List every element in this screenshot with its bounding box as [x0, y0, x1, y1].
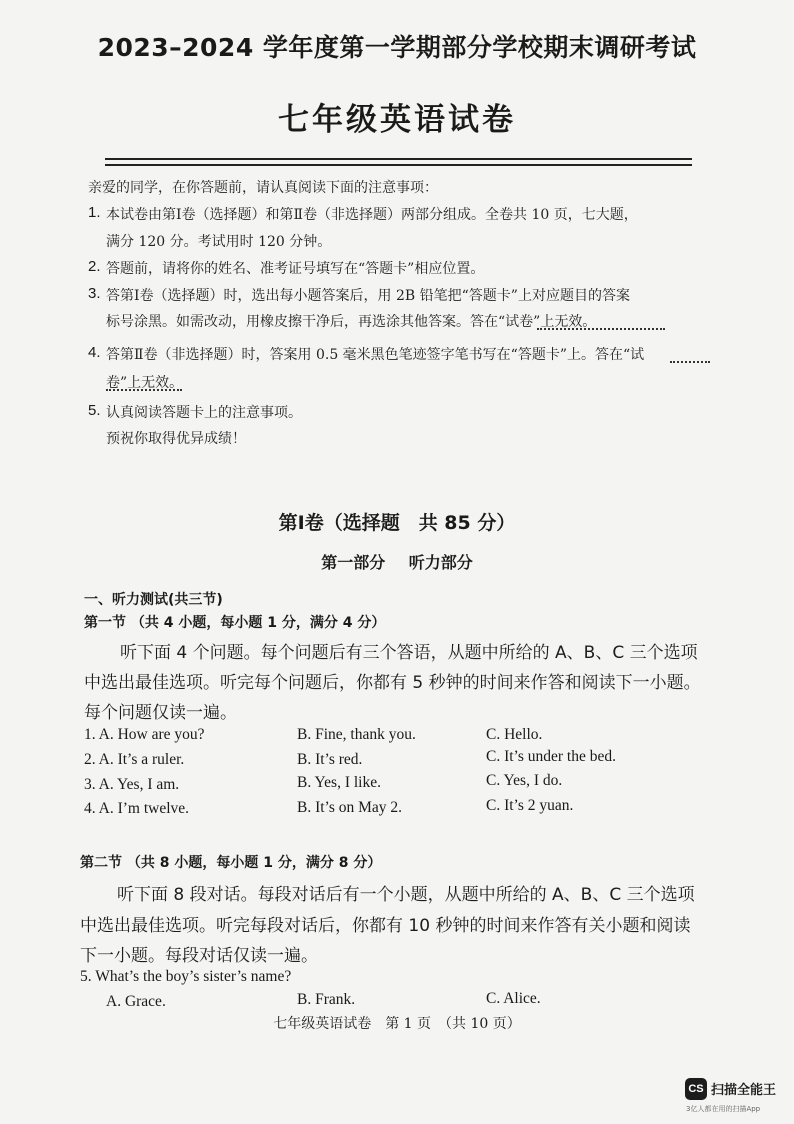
- exam-subtitle: 七年级英语试卷: [278, 102, 516, 138]
- listening-heading: 一、听力测试(共三节): [84, 592, 223, 608]
- section-2-instructions-line-3: 下一小题。每段对话仅读一遍。: [80, 946, 318, 966]
- section-1-instructions-line-3: 每个问题仅读一遍。: [84, 703, 237, 723]
- emphasis-dots: [106, 389, 182, 391]
- section-1-instructions-line-1: 听下面 4 个问题。每个问题后有三个答语，从题中所给的 A、B、C 三个选项: [120, 643, 698, 663]
- note-5-line-1: 认真阅读答题卡上的注意事项。: [106, 405, 302, 421]
- question-2-option-a: 2. A. It’s a ruler.: [84, 751, 185, 768]
- question-5-stem: 5. What’s the boy’s sister’s name?: [80, 968, 292, 985]
- volume-title: 第Ⅰ卷（选择题 共 85 分）: [278, 512, 516, 534]
- note-number: 5.: [88, 402, 101, 419]
- note-number: 1.: [88, 204, 101, 221]
- section-2-instructions-line-2: 中选出最佳选项。听完每段对话后，你都有 10 秒钟的时间来作答有关小题和阅读: [80, 916, 691, 936]
- note-number: 4.: [88, 344, 101, 361]
- question-4-option-b: B. It’s on May 2.: [297, 799, 403, 816]
- notes-wish: 预祝你取得优异成绩！: [106, 431, 246, 447]
- section-1-heading: 第一节 （共 4 小题，每小题 1 分，满分 4 分）: [84, 615, 386, 631]
- question-2-option-b: B. It’s red.: [297, 751, 363, 768]
- note-3-line-1: 答第Ⅰ卷（选择题）时，选出每小题答案后，用 2B 铅笔把“答题卡”上对应题目的答案: [106, 288, 630, 304]
- question-5-option-b: B. Frank.: [297, 991, 356, 1008]
- note-number: 3.: [88, 285, 101, 302]
- page-footer: 七年级英语试卷 第 1 页 （共 10 页）: [273, 1016, 521, 1032]
- question-5-option-c: C. Alice.: [486, 990, 541, 1007]
- note-3-line-2: 标号涂黑。如需改动，用橡皮擦干净后，再选涂其他答案。答在“试卷”上无效。: [106, 314, 597, 330]
- note-2-line-1: 答题前，请将你的姓名、准考证号填写在“答题卡”相应位置。: [106, 261, 485, 277]
- question-5-option-a: A. Grace.: [106, 993, 166, 1010]
- section-2-instructions-line-1: 听下面 8 段对话。每段对话后有一个小题，从题中所给的 A、B、C 三个选项: [117, 885, 695, 905]
- note-4-line-1: 答第Ⅱ卷（非选择题）时，答案用 0.5 毫米黑色笔迹签字笔书写在“答题卡”上。答在“试: [106, 347, 645, 363]
- section-2-heading: 第二节 （共 8 小题，每小题 1 分，满分 8 分）: [80, 855, 382, 871]
- header-rule-top: [105, 158, 692, 160]
- question-4-option-a: 4. A. I’m twelve.: [84, 800, 190, 817]
- note-1-line-1: 本试卷由第Ⅰ卷（选择题）和第Ⅱ卷（非选择题）两部分组成。全卷共 10 页，七大题，: [106, 207, 638, 223]
- emphasis-dots: [670, 361, 710, 363]
- emphasis-dots: [537, 328, 665, 330]
- part-title: 第一部分 听力部分: [321, 553, 473, 572]
- note-4-line-2: 卷”上无效。: [106, 375, 184, 391]
- question-3-option-a: 3. A. Yes, I am.: [84, 776, 180, 793]
- question-3-option-c: C. Yes, I do.: [486, 772, 563, 789]
- section-1-instructions-line-2: 中选出最佳选项。听完每个问题后，你都有 5 秒钟的时间来作答和阅读下一小题。: [84, 673, 701, 693]
- note-1-line-2: 满分 120 分。考试用时 120 分钟。: [106, 234, 332, 250]
- camscanner-logo-icon: CS: [685, 1078, 707, 1100]
- notes-greeting: 亲爱的同学，在你答题前，请认真阅读下面的注意事项：: [88, 180, 438, 196]
- camscanner-name: 扫描全能王: [711, 1083, 777, 1098]
- camscanner-tagline: 3亿人都在用的扫描App: [686, 1105, 761, 1113]
- question-4-option-c: C. It’s 2 yuan.: [486, 797, 574, 814]
- note-number: 2.: [88, 258, 101, 275]
- question-1-option-c: C. Hello.: [486, 726, 543, 743]
- question-3-option-b: B. Yes, I like.: [297, 774, 381, 791]
- question-1-option-b: B. Fine, thank you.: [297, 726, 416, 743]
- header-rule-bottom: [105, 164, 692, 166]
- exam-title: 2023–2024 学年度第一学期部分学校期末调研考试: [97, 33, 697, 62]
- question-2-option-c: C. It’s under the bed.: [486, 748, 617, 765]
- question-1-option-a: 1. A. How are you?: [84, 726, 205, 743]
